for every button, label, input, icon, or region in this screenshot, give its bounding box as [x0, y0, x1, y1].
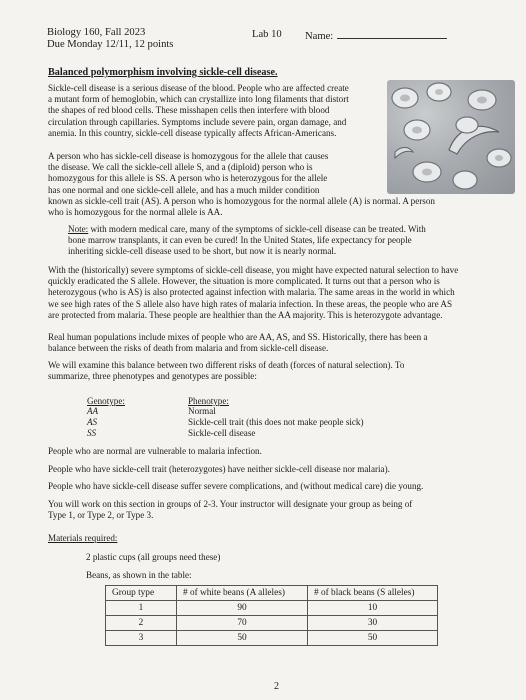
- table-header-row: [106, 586, 438, 601]
- real-populations-paragraph: [48, 332, 428, 354]
- examine-line: We will examine this balance between two different risks of death (forces of natural selection). To: [48, 360, 405, 370]
- real-line: balance between the risks of death from malaria and from sickle-cell disease.: [48, 343, 329, 354]
- header-black-beans: # of black beans (S alleles): [308, 586, 438, 601]
- examine-paragraph: [48, 360, 404, 382]
- genotype-as: AS: [87, 417, 98, 427]
- table-row: [106, 631, 438, 646]
- table-row: [106, 616, 438, 631]
- table-cell: 10: [308, 601, 438, 616]
- intro-line: the shapes of red blood cells. These misshapen cells then interfere with blood: [48, 105, 330, 116]
- phenotype-normal: Normal: [188, 406, 216, 416]
- phenotype-header: Phenotype:: [188, 396, 229, 406]
- table-cell: 90: [177, 601, 308, 616]
- homozygous-line: known as sickle-cell trait (AS). A person who is homozygous for the normal allele (A) is normal. A person: [48, 195, 435, 206]
- history-line: quickly eradicated the S allele. However, the situation is more complicated. It turns out that a person who is: [48, 276, 440, 287]
- beans-table: [105, 585, 438, 646]
- genotype-header: Genotype:: [87, 396, 125, 406]
- groups-paragraph: [48, 499, 412, 521]
- note-label: Note:: [68, 224, 89, 234]
- history-paragraph: [48, 265, 458, 321]
- intro-paragraph: [48, 83, 349, 139]
- homozygous-line: A person who has sickle-cell disease is homozygous for the allele that causes: [48, 151, 329, 161]
- course-label: Biology 160, Fall 2023: [47, 27, 146, 38]
- due-date: Due Monday 12/11, 12 points: [47, 39, 174, 50]
- genotype-ss: SS: [87, 428, 97, 438]
- note-line: bone marrow transplants, it can even be cured! In the United States, life expectancy for people: [68, 235, 412, 246]
- page-number: 2: [274, 681, 279, 692]
- materials-cups: 2 plastic cups (all groups need these): [86, 552, 221, 562]
- lab-number: Lab 10: [252, 29, 282, 40]
- homozygous-line: homozygous for this allele is SS. A person who is heterozygous for the allele: [48, 173, 328, 184]
- fact-trait: People who have sickle-cell trait (heterozygotes) have neither sickle-cell disease nor malaria).: [48, 464, 390, 474]
- note-paragraph: [68, 224, 426, 258]
- genotype-aa: AA: [87, 406, 99, 416]
- note-line: with modern medical care, many of the symptoms of sickle-cell disease can be treated. With: [88, 224, 426, 234]
- table-row: [106, 601, 438, 616]
- intro-line: Sickle-cell disease is a serious disease of the blood. People who are affected create: [48, 83, 349, 93]
- header-white-beans: # of white beans (A alleles): [177, 586, 308, 601]
- materials-heading: Materials required:: [48, 533, 118, 543]
- table-cell: 70: [177, 616, 308, 631]
- history-line: heterozygous (who is AS) is also protected against infection with malaria. The same areas in the world in which: [48, 287, 455, 298]
- examine-line: summarize, three phenotypes and genotypes are possible:: [48, 371, 257, 382]
- note-line: inheriting sickle-cell disease used to be short, but now it is nearly normal.: [68, 246, 337, 257]
- groups-line: You will work on this section in groups of 2-3. Your instructor will designate your group as being of: [48, 499, 413, 509]
- intro-line: a mutant form of hemoglobin, which can crystallize into long filaments that distort: [48, 94, 349, 105]
- homozygous-line: has one normal and one sickle-cell allele, and has a much milder condition: [48, 184, 320, 195]
- section-title: Balanced polymorphism involving sickle-cell disease.: [48, 67, 278, 78]
- table-cell: 2: [106, 616, 177, 631]
- homozygous-line: the disease. We call the sickle-cell allele S, and a (diploid) person who is: [48, 162, 313, 173]
- history-line: are protected from malaria. These people are healthier than the AA majority. This is heterozygote advantage.: [48, 309, 443, 320]
- name-label: Name:: [305, 31, 334, 42]
- groups-line: Type 1, or Type 2, or Type 3.: [48, 510, 154, 521]
- table-cell: 3: [106, 631, 177, 646]
- intro-line: anemia. In this country, sickle-cell disease typically affects African-Americans.: [48, 127, 337, 138]
- header-group-type: Group type: [106, 586, 177, 601]
- phenotype-trait: Sickle-cell trait (this does not make people sick): [188, 417, 364, 427]
- intro-line: circulation through capillaries. Symptoms include severe pain, organ damage, and: [48, 116, 347, 127]
- table-cell: 30: [308, 616, 438, 631]
- fact-disease: People who have sickle-cell disease suffer severe complications, and (without medical care) die young.: [48, 481, 424, 491]
- homozygous-line: who is homozygous for the normal allele is AA.: [48, 207, 223, 218]
- homozygous-paragraph: [48, 151, 435, 218]
- name-field: [305, 29, 447, 44]
- phenotype-disease: Sickle-cell disease: [188, 428, 256, 438]
- real-line: Real human populations include mixes of people who are AA, AS, and SS. Historically, there has been a: [48, 332, 428, 342]
- fact-normal: People who are normal are vulnerable to malaria infection.: [48, 446, 262, 456]
- table-cell: 1: [106, 601, 177, 616]
- table-cell: 50: [308, 631, 438, 646]
- name-blank: [337, 29, 447, 39]
- table-cell: 50: [177, 631, 308, 646]
- history-line: With the (historically) severe symptoms of sickle-cell disease, you might have expected natural selection to have: [48, 265, 459, 275]
- materials-beans: Beans, as shown in the table:: [86, 570, 192, 580]
- history-line: we see high rates of the S allele also have high rates of malaria infection. In these areas, the people who are AS: [48, 298, 453, 309]
